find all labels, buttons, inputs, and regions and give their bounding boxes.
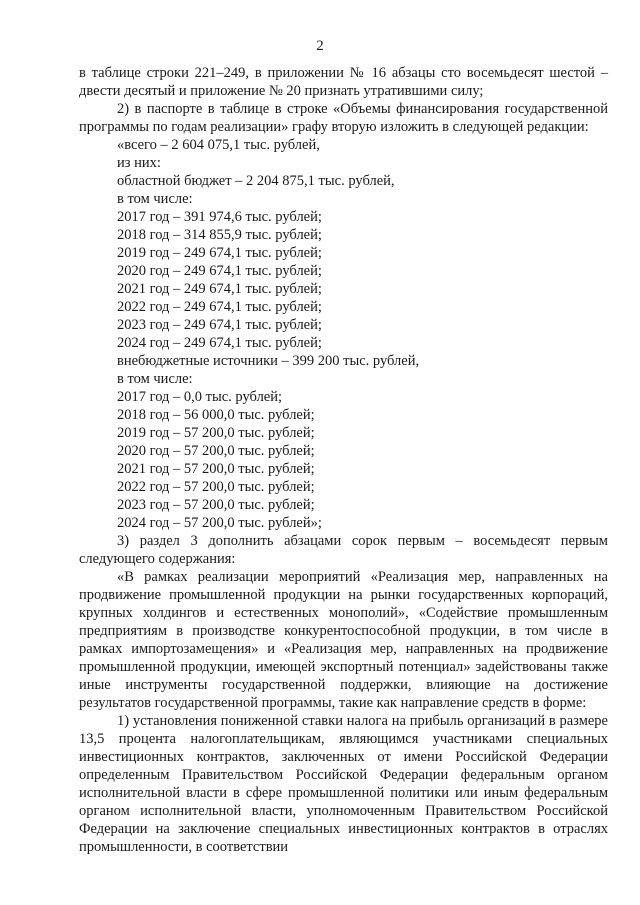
- funding-line: 2024 год – 249 674,1 тыс. рублей;: [117, 335, 322, 351]
- funding-line: 2023 год – 57 200,0 тыс. рублей;: [117, 497, 315, 513]
- funding-line: 2023 год – 249 674,1 тыс. рублей;: [117, 317, 322, 333]
- funding-line: 2017 год – 0,0 тыс. рублей;: [117, 389, 283, 405]
- funding-line: областной бюджет – 2 204 875,1 тыс. рублей,: [117, 173, 395, 189]
- funding-line: 2022 год – 57 200,0 тыс. рублей;: [117, 479, 315, 495]
- funding-line: в том числе:: [117, 371, 193, 387]
- funding-line: 2019 год – 57 200,0 тыс. рублей;: [117, 425, 315, 441]
- paragraph-table-rows: в таблице строки 221–249, в приложении № 16 абзацы сто восемьдесят шестой – двести десятый и приложение № 20 признать утратившими силу;: [79, 65, 608, 99]
- funding-line: 2018 год – 56 000,0 тыс. рублей;: [117, 407, 315, 423]
- funding-line: 2022 год – 249 674,1 тыс. рублей;: [117, 299, 322, 315]
- funding-line: 2020 год – 249 674,1 тыс. рублей;: [117, 263, 322, 279]
- funding-line: из них:: [117, 155, 161, 171]
- funding-line: 2018 год – 314 855,9 тыс. рублей;: [117, 227, 322, 243]
- funding-line: 2021 год – 57 200,0 тыс. рублей;: [117, 461, 315, 477]
- funding-line: 2024 год – 57 200,0 тыс. рублей»;: [117, 515, 322, 531]
- funding-line: 2020 год – 57 200,0 тыс. рублей;: [117, 443, 315, 459]
- funding-list: [79, 136, 608, 532]
- page-number: 2: [316, 38, 324, 54]
- document-body: [79, 64, 608, 856]
- paragraph-section-3: 3) раздел 3 дополнить абзацами сорок первым – восемьдесят первым следующего содержания:: [79, 533, 608, 567]
- paragraph-support-instruments: «В рамках реализации мероприятий «Реализация мер, направленных на продвижение промышленной продукции на рынки государственных корпораций, крупных холдингов и естественных монополий», «Содействие промышленным предприятиям в производстве конкурентоспособной продукции, в том числе в рамках импортозамещения» и «Реализация мер, направленных на продвижение промышленной продукции, имеющей экспортный потенциал» задействованы также иные инструменты государственной поддержки, влияющие на достижение результатов государственной программы, такие как направление средств в форме:: [79, 569, 608, 711]
- funding-line: внебюджетные источники – 399 200 тыс. рублей,: [117, 353, 420, 369]
- funding-line: 2017 год – 391 974,6 тыс. рублей;: [117, 209, 322, 225]
- funding-line: 2019 год – 249 674,1 тыс. рублей;: [117, 245, 322, 261]
- paragraph-tax-rate: 1) установления пониженной ставки налога на прибыль организаций в размере 13,5 процента налогоплательщикам, являющимся участниками специальных инвестиционных контрактов, заключенных от имени Российской Федерации определенным Правительством Российской Федерации федеральным органом исполнительной власти в сфере промышленной политики или иным федеральным органом исполнительной власти, уполномоченным Правительством Российской Федерации на заключение специальных инвестиционных контрактов в отраслях промышленности, в соответствии: [79, 713, 608, 855]
- paragraph-passport-amendment: 2) в паспорте в таблице в строке «Объемы финансирования государственной программы по годам реализации» графу вторую изложить в следующей редакции:: [79, 101, 608, 135]
- funding-line: «всего – 2 604 075,1 тыс. рублей,: [117, 137, 320, 153]
- funding-line: в том числе:: [117, 191, 193, 207]
- funding-line: 2021 год – 249 674,1 тыс. рублей;: [117, 281, 322, 297]
